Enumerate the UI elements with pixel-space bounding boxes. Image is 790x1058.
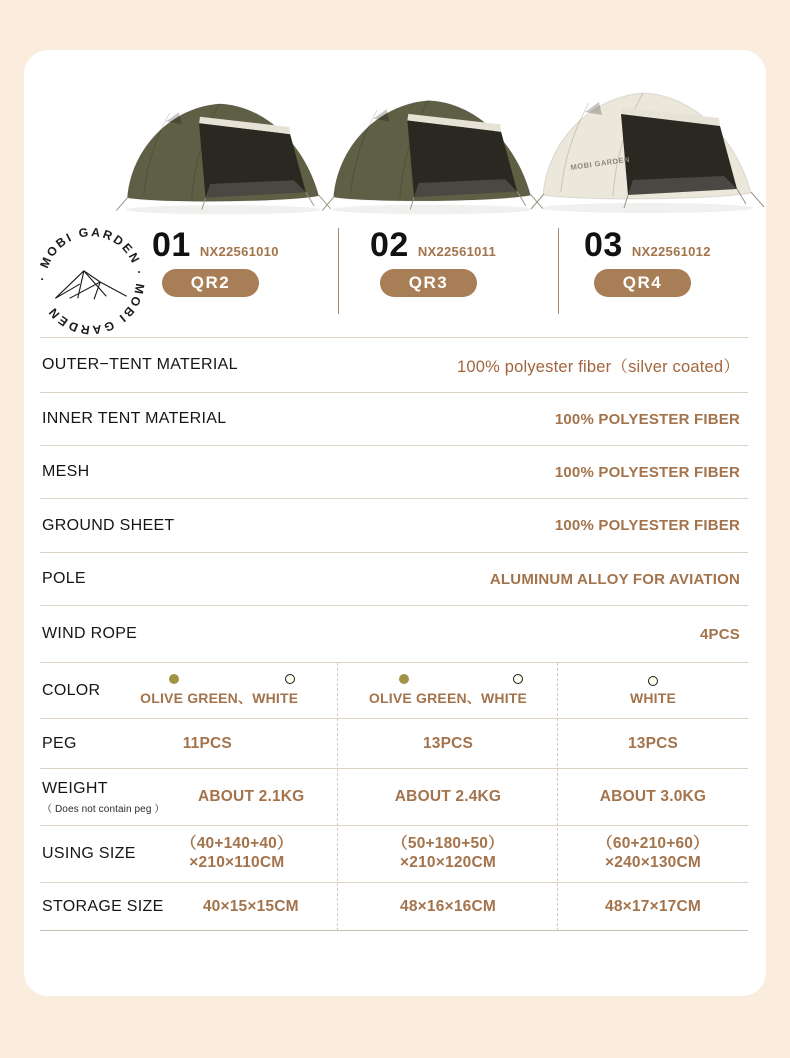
tent-image-qr2 — [112, 80, 334, 218]
model-divider-2 — [558, 228, 559, 314]
spec-row-color — [40, 663, 748, 719]
spec-label: INNER TENT MATERIAL — [42, 410, 227, 427]
logo-ring-text: · MOBI GARDEN · MOBI GARDEN — [35, 225, 147, 337]
white-swatch — [285, 674, 295, 684]
color-names: WHITE — [629, 690, 677, 706]
peg-count: 13PCS — [422, 734, 474, 752]
mobi-garden-logo — [35, 225, 147, 337]
logo-tent-drawing — [55, 271, 126, 300]
model-badge: QR4 — [594, 269, 691, 297]
model-divider-1 — [338, 228, 339, 314]
using-size-value: （60+210+60） ×240×130CM — [597, 835, 709, 871]
color-names: OLIVE GREEN、WHITE — [140, 690, 299, 706]
spec-label: PEG — [42, 734, 77, 752]
olive-green-swatch — [399, 674, 409, 684]
spec-row-outer-tent — [40, 338, 748, 393]
spec-row-inner-tent — [40, 393, 748, 446]
spec-value: ALUMINUM ALLOY FOR AVIATION — [489, 570, 740, 588]
spec-row-weight — [40, 769, 748, 826]
spec-value: 100% POLYESTER FIBER — [554, 410, 740, 428]
spec-label: GROUND SHEET — [42, 516, 175, 534]
spec-table — [40, 337, 748, 931]
model-badge: QR2 — [162, 269, 259, 297]
spec-label: MESH — [42, 463, 90, 480]
spec-value: 100% POLYESTER FIBER — [554, 463, 740, 481]
spec-row-wind-rope — [40, 606, 748, 663]
spec-label: OUTER−TENT MATERIAL — [42, 356, 238, 373]
storage-size-value: 40×15×15CM — [202, 897, 299, 915]
peg-count: 13PCS — [627, 734, 679, 752]
using-size-value: （40+140+40） ×210×110CM — [181, 835, 293, 871]
spec-label: COLOR — [42, 681, 101, 699]
tent-image-qr3 — [318, 76, 546, 218]
model-code: NX22561010 — [199, 244, 279, 259]
spec-row-mesh — [40, 446, 748, 499]
weight-value: ABOUT 2.1KG — [198, 788, 305, 805]
model-block-qr2 — [152, 228, 322, 297]
weight-value: ABOUT 2.4KG — [394, 788, 502, 805]
spec-value: 100% POLYESTER FIBER — [554, 517, 740, 534]
model-block-qr3 — [370, 228, 540, 297]
storage-size-value: 48×17×17CM — [605, 897, 701, 915]
spec-row-using-size — [40, 826, 748, 883]
spec-row-storage-size — [40, 883, 748, 931]
spec-row-peg — [40, 719, 748, 769]
model-block-qr4 — [584, 228, 754, 297]
model-badge: QR3 — [380, 269, 477, 297]
spec-label: WEIGHT — [42, 779, 108, 797]
spec-label: USING SIZE — [42, 845, 136, 862]
tent-brand-text: MOBI GARDEN — [570, 154, 631, 172]
model-number: 03 — [584, 226, 623, 264]
header-section — [24, 50, 766, 337]
spec-label: STORAGE SIZE — [42, 897, 164, 915]
spec-row-pole — [40, 553, 748, 606]
white-swatch — [513, 674, 523, 684]
model-code: NX22561012 — [631, 244, 711, 259]
model-number: 02 — [370, 226, 409, 264]
white-swatch — [648, 676, 658, 686]
model-number: 01 — [152, 226, 191, 264]
olive-green-swatch — [169, 674, 179, 684]
color-names: OLIVE GREEN、WHITE — [368, 690, 528, 706]
spec-value: 4PCS — [700, 625, 740, 643]
weight-value: ABOUT 3.0KG — [599, 788, 707, 805]
per-model-spec-section — [40, 663, 748, 931]
spec-value: 100% polyester fiber（silver coated） — [456, 358, 740, 376]
model-code: NX22561011 — [417, 244, 497, 259]
spec-row-ground-sheet — [40, 499, 748, 553]
product-spec-card — [24, 50, 766, 996]
using-size-value: （50+180+50） ×210×120CM — [392, 835, 504, 871]
column-divider-1 — [337, 663, 338, 931]
weight-note: （ Does not contain peg ） — [42, 803, 165, 815]
column-divider-2 — [557, 663, 558, 931]
storage-size-value: 48×16×16CM — [400, 897, 496, 915]
tent-image-qr4 — [524, 67, 770, 217]
spec-label: POLE — [42, 570, 86, 587]
spec-label: WIND ROPE — [42, 625, 138, 642]
peg-count: 11PCS — [182, 734, 232, 752]
